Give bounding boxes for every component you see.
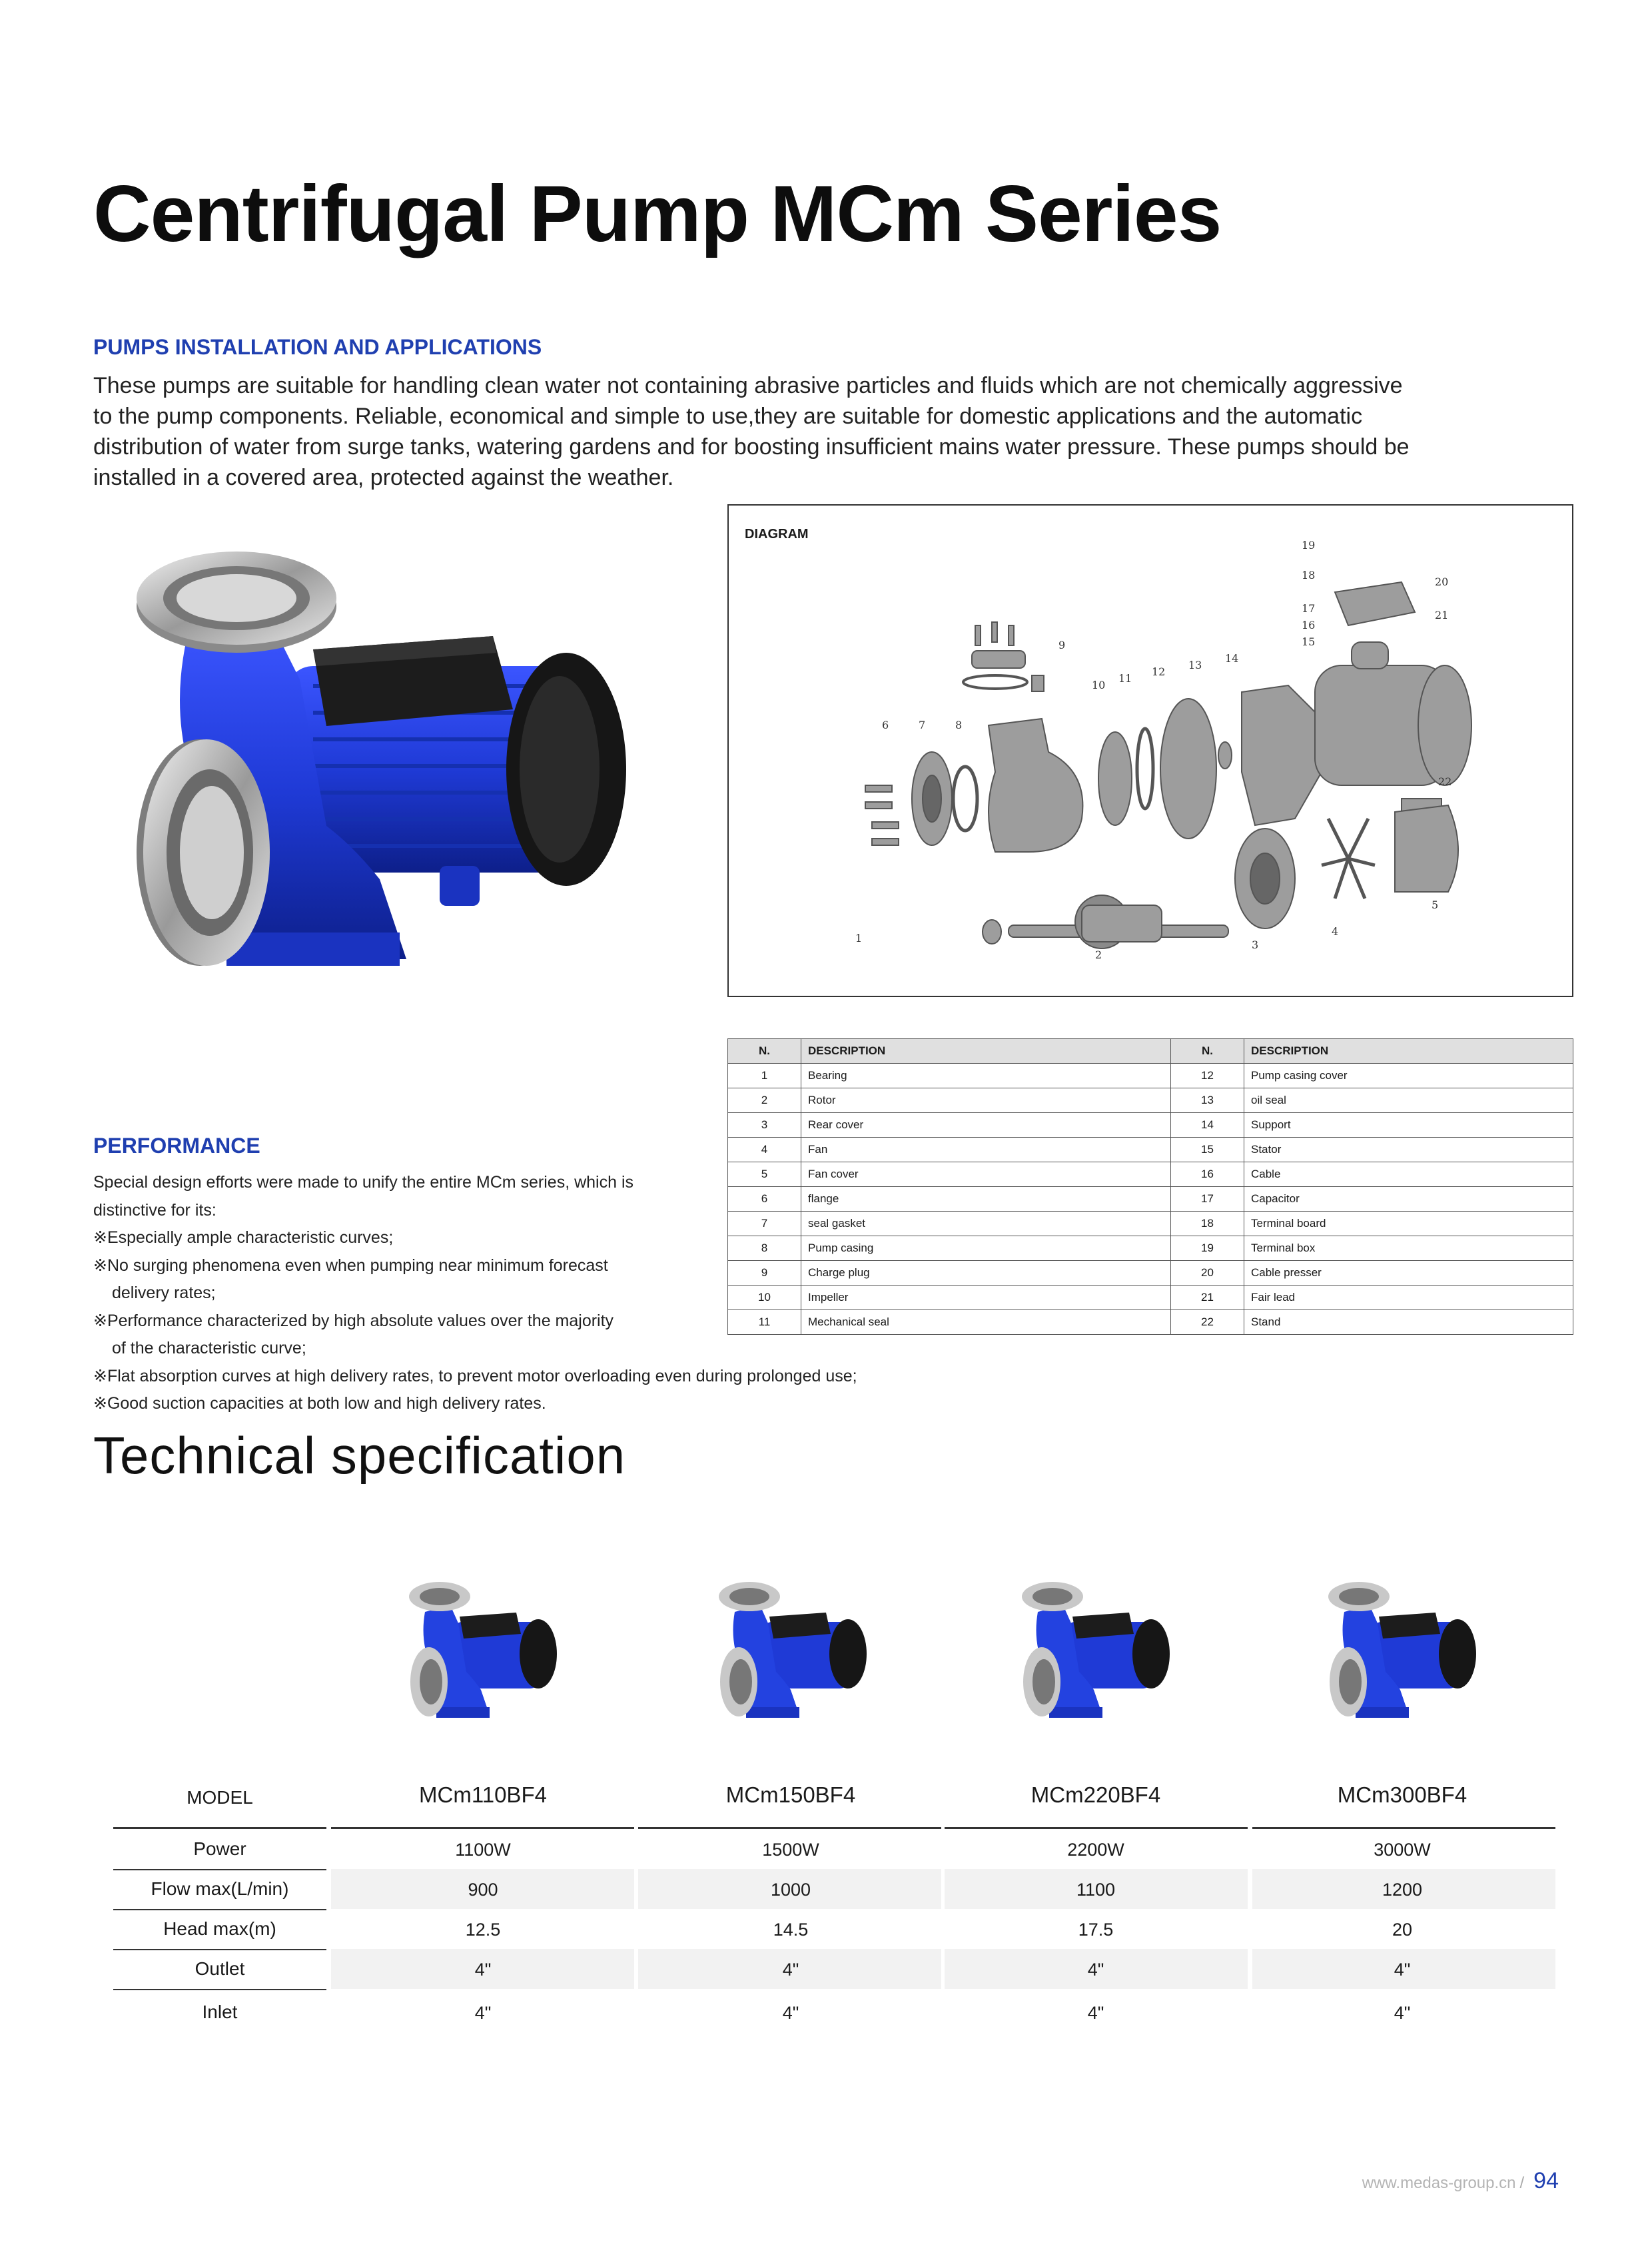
- callout-20: 20: [1435, 575, 1449, 588]
- model-pump-image: [1326, 1575, 1479, 1735]
- col-header-description: DESCRIPTION: [1244, 1039, 1573, 1064]
- part-description: seal gasket: [801, 1212, 1171, 1236]
- performance-line: ※Good suction capacities at both low and high delivery rates.: [93, 1394, 546, 1413]
- callout-1: 1: [855, 932, 863, 944]
- part-number: 10: [728, 1286, 801, 1310]
- part-description: Rear cover: [801, 1113, 1171, 1138]
- spec-value: 12.5: [465, 1920, 501, 1940]
- model-name: MCm300BF4: [1337, 1782, 1467, 1807]
- spec-value: 1100: [1076, 1880, 1116, 1900]
- performance-line: delivery rates;: [112, 1284, 216, 1302]
- part-description: Impeller: [801, 1286, 1171, 1310]
- part-description: Stand: [1244, 1310, 1573, 1335]
- model-pump-image: [1019, 1575, 1172, 1735]
- spec-value: 20: [1392, 1920, 1413, 1940]
- part-number: 9: [728, 1261, 801, 1286]
- model-pump-image: [716, 1575, 869, 1735]
- row-rule: [113, 1909, 326, 1910]
- part-description: Rotor: [801, 1088, 1171, 1113]
- callout-9: 9: [1058, 639, 1066, 651]
- col-header-number: N.: [728, 1039, 801, 1064]
- table-row: [728, 1138, 1573, 1162]
- installation-heading: PUMPS INSTALLATION AND APPLICATIONS: [93, 335, 542, 359]
- callout-15: 15: [1302, 635, 1316, 648]
- performance-line: ※Performance characterized by high absolute values over the majority: [93, 1311, 614, 1330]
- spec-value: 1200: [1382, 1880, 1423, 1900]
- pump-product-image: [127, 533, 653, 1066]
- performance-text: [93, 1169, 857, 1418]
- part-description: Terminal box: [1244, 1236, 1573, 1261]
- performance-heading: PERFORMANCE: [93, 1134, 260, 1158]
- part-number: 8: [728, 1236, 801, 1261]
- part-number: 19: [1171, 1236, 1244, 1261]
- page-footer: [1362, 2168, 1559, 2194]
- part-description: Fair lead: [1244, 1286, 1573, 1310]
- performance-line: ※Especially ample characteristic curves;: [93, 1228, 394, 1247]
- part-number: 17: [1171, 1187, 1244, 1212]
- callout-8: 8: [955, 719, 963, 731]
- table-row: [728, 1113, 1573, 1138]
- spec-value: 3000W: [1374, 1840, 1431, 1860]
- model-label: MODEL: [187, 1787, 253, 1808]
- spec-row-label: Outlet: [195, 1958, 245, 1979]
- callout-12: 12: [1152, 665, 1166, 678]
- spec-value: 4": [474, 1960, 492, 1980]
- callout-22: 22: [1438, 775, 1452, 788]
- row-rule: [113, 1949, 326, 1950]
- part-number: 3: [728, 1113, 801, 1138]
- exploded-diagram-panel: [727, 504, 1573, 997]
- tech-spec-title: Technical specification: [93, 1426, 626, 1485]
- spec-value: 1500W: [762, 1840, 819, 1860]
- part-description: flange: [801, 1187, 1171, 1212]
- spec-row-label: Flow max(L/min): [151, 1878, 289, 1899]
- callout-5: 5: [1432, 899, 1439, 911]
- part-description: Terminal board: [1244, 1212, 1573, 1236]
- spec-value: 2200W: [1067, 1840, 1124, 1860]
- part-description: Stator: [1244, 1138, 1573, 1162]
- installation-text: [93, 370, 1559, 493]
- callout-19: 19: [1302, 539, 1316, 552]
- spec-value: 4": [1087, 2003, 1104, 2023]
- spec-value: 4": [1394, 1960, 1411, 1980]
- spec-value: 4": [1087, 1960, 1104, 1980]
- part-description: Bearing: [801, 1064, 1171, 1088]
- diagram-label: DIAGRAM: [745, 527, 809, 542]
- spec-value: 14.5: [773, 1920, 809, 1940]
- part-number: 13: [1171, 1088, 1244, 1113]
- spec-value: 900: [468, 1880, 498, 1900]
- row-rule: [113, 1989, 326, 1990]
- col-header-number: N.: [1171, 1039, 1244, 1064]
- callout-10: 10: [1092, 679, 1106, 691]
- header-rule: [331, 1827, 634, 1829]
- header-rule: [945, 1827, 1248, 1829]
- part-number: 4: [728, 1138, 801, 1162]
- part-number: 15: [1171, 1138, 1244, 1162]
- part-description: Fan: [801, 1138, 1171, 1162]
- part-number: 22: [1171, 1310, 1244, 1335]
- installation-line: installed in a covered area, protected against the weather.: [93, 465, 674, 490]
- part-number: 12: [1171, 1064, 1244, 1088]
- spec-value: 4": [782, 1960, 799, 1980]
- model-name: MCm110BF4: [419, 1782, 547, 1807]
- part-description: Support: [1244, 1113, 1573, 1138]
- header-rule: [1252, 1827, 1555, 1829]
- part-number: 21: [1171, 1286, 1244, 1310]
- part-number: 14: [1171, 1113, 1244, 1138]
- part-number: 18: [1171, 1212, 1244, 1236]
- performance-line: ※Flat absorption curves at high delivery rates, to prevent motor overloading even during prolonged use;: [93, 1366, 857, 1385]
- spec-value: 4": [1394, 2003, 1411, 2023]
- callout-21: 21: [1435, 609, 1449, 621]
- model-name: MCm150BF4: [725, 1782, 856, 1807]
- page-title: Centrifugal Pump MCm Series: [93, 169, 1222, 258]
- spec-row-label: Power: [193, 1838, 246, 1859]
- spec-value: 4": [474, 2003, 492, 2023]
- spec-row-label: Head max(m): [163, 1918, 276, 1939]
- part-number: 11: [728, 1310, 801, 1335]
- spec-value: 1000: [770, 1880, 811, 1900]
- exploded-view-drawing: [729, 506, 1575, 998]
- row-rule: [113, 1869, 326, 1870]
- callout-3: 3: [1252, 938, 1259, 951]
- part-number: 1: [728, 1064, 801, 1088]
- spec-row-label: Inlet: [202, 2002, 238, 2022]
- performance-line: distinctive for its:: [93, 1200, 216, 1220]
- part-description: Capacitor: [1244, 1187, 1573, 1212]
- page-number: 94: [1533, 2168, 1559, 2193]
- callout-11: 11: [1118, 672, 1132, 685]
- spec-value: 4": [782, 2003, 799, 2023]
- table-row: [728, 1064, 1573, 1088]
- col-header-description: DESCRIPTION: [801, 1039, 1171, 1064]
- part-number: 5: [728, 1162, 801, 1187]
- callout-4: 4: [1332, 925, 1339, 938]
- callout-17: 17: [1302, 602, 1316, 615]
- callout-16: 16: [1302, 619, 1316, 631]
- callout-13: 13: [1188, 659, 1202, 671]
- part-number: 20: [1171, 1261, 1244, 1286]
- callout-14: 14: [1225, 652, 1239, 665]
- header-rule: [638, 1827, 941, 1829]
- installation-line: These pumps are suitable for handling clean water not containing abrasive particles and fluids which are not chemically aggressive: [93, 373, 1403, 398]
- part-description: Pump casing cover: [1244, 1064, 1573, 1088]
- installation-line: distribution of water from surge tanks, watering gardens and for boosting insufficient mains water pressure. These pumps should be: [93, 434, 1410, 460]
- header-rule: [113, 1827, 326, 1829]
- footer-separator: /: [1519, 2174, 1525, 2192]
- spec-value: 17.5: [1078, 1920, 1114, 1940]
- parts-table-header-row: [728, 1039, 1573, 1064]
- part-description: Pump casing: [801, 1236, 1171, 1261]
- part-description: Charge plug: [801, 1261, 1171, 1286]
- table-row: [728, 1088, 1573, 1113]
- model-name: MCm220BF4: [1031, 1782, 1161, 1807]
- part-number: 7: [728, 1212, 801, 1236]
- part-number: 16: [1171, 1162, 1244, 1187]
- performance-line: ※No surging phenomena even when pumping near minimum forecast: [93, 1256, 608, 1275]
- callout-18: 18: [1302, 569, 1316, 581]
- part-number: 6: [728, 1187, 801, 1212]
- performance-line: Special design efforts were made to unify the entire MCm series, which is: [93, 1173, 634, 1192]
- part-description: Fan cover: [801, 1162, 1171, 1187]
- footer-url: www.medas-group.cn: [1362, 2174, 1516, 2192]
- performance-line: of the characteristic curve;: [112, 1339, 306, 1357]
- part-description: Cable: [1244, 1162, 1573, 1187]
- model-pump-image: [406, 1575, 560, 1735]
- part-description: Mechanical seal: [801, 1310, 1171, 1335]
- callout-2: 2: [1095, 948, 1102, 961]
- part-description: oil seal: [1244, 1088, 1573, 1113]
- part-description: Cable presser: [1244, 1261, 1573, 1286]
- installation-line: to the pump components. Reliable, economical and simple to use,they are suitable for domestic applications and the automatic: [93, 404, 1363, 429]
- spec-value: 1100W: [455, 1840, 511, 1860]
- part-number: 2: [728, 1088, 801, 1113]
- callout-6: 6: [882, 719, 889, 731]
- callout-7: 7: [919, 719, 926, 731]
